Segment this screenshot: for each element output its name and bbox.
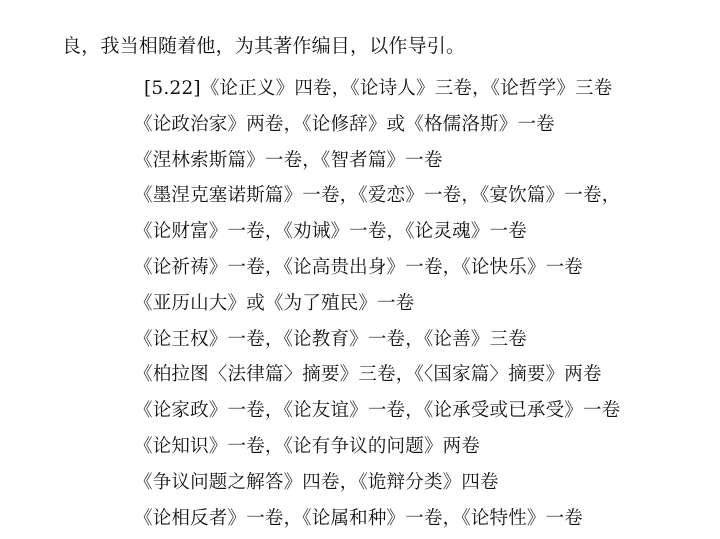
- catalog-line: 《柏拉图〈法律篇〉摘要》三卷，《〈国家篇〉摘要》两卷: [134, 364, 602, 386]
- intro-text: 良，我当相随着他，为其著作编目，以作导引。: [62, 35, 466, 57]
- catalog-line: 《论家政》一卷，《论友谊》一卷，《论承受或已承受》一卷: [134, 400, 621, 422]
- catalog-line: 《论王权》一卷，《论教育》一卷，《论善》三卷: [134, 328, 527, 350]
- catalog-line: 《论知识》一卷，《论有争议的问题》两卷: [134, 435, 481, 457]
- catalog-line: 《涅林索斯篇》一卷，《智者篇》一卷: [134, 149, 443, 171]
- catalog-line: 《论祈祷》一卷，《论高贵出身》一卷，《论快乐》一卷: [134, 256, 584, 278]
- catalog-line: 《论政治家》两卷，《论修辞》或《格儒洛斯》一卷: [134, 113, 555, 135]
- catalog-line: 《论财富》一卷，《劝诫》一卷，《论灵魂》一卷: [134, 221, 527, 243]
- catalog-line: 《论相反者》一卷，《论属和种》一卷，《论特性》一卷: [134, 507, 584, 529]
- catalog-line: 《墨涅克塞诺斯篇》一卷，《爱恋》一卷，《宴饮篇》一卷，: [134, 185, 621, 207]
- book-catalog-list: [134, 74, 620, 539]
- catalog-line: 《亚历山大》或《为了殖民》一卷: [134, 292, 415, 314]
- catalog-line: [5.22]《论正义》四卷，《论诗人》三卷，《论哲学》三卷: [144, 78, 613, 99]
- catalog-line: 《争议问题之解答》四卷，《诡辩分类》四卷: [134, 471, 499, 493]
